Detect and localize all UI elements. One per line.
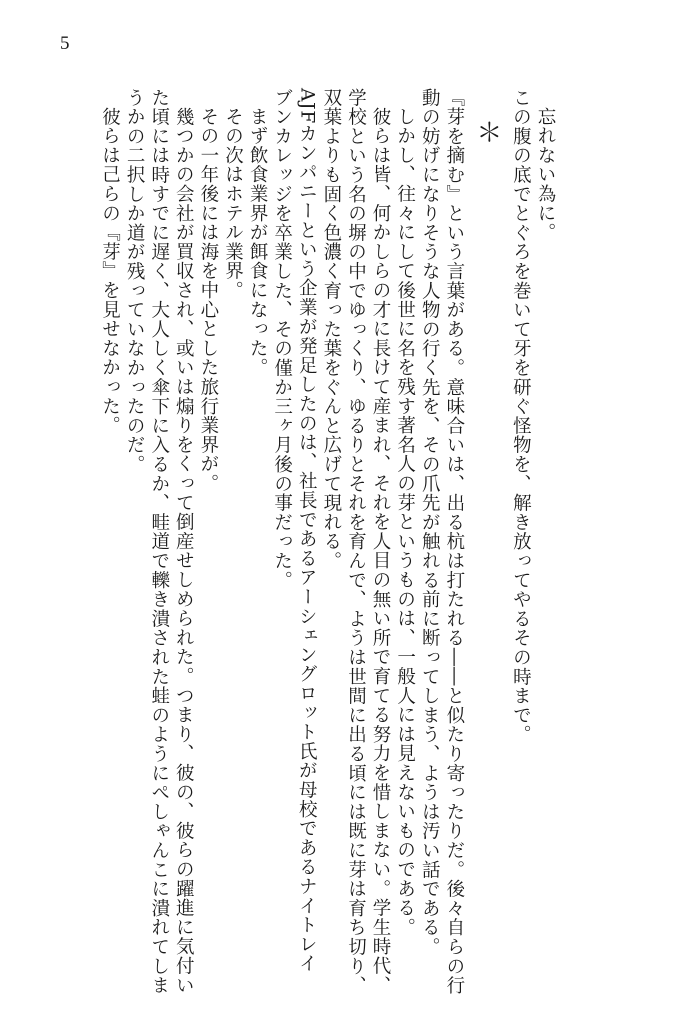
text-line: 双葉よりも固く色濃く育った葉をぐんと広げて現れる。 xyxy=(320,88,342,571)
text-line: た頃には時すでに遅く、大人しく傘下に入るか、畦道で轢き潰された蛙のようにぺしゃんこに潰れてしま xyxy=(148,88,170,996)
text-line: 動の妨げになりそうな人物の行く先を、その爪先が触れる前に断ってしまう、ようは汚い話である。 xyxy=(419,88,441,957)
vertical-text-body xyxy=(77,88,557,996)
text-line: その一年後には海を中心とした旅行業界が。 xyxy=(197,106,219,493)
text-line: この腹の底でとぐろを巻いて牙を研ぐ怪物を、解き放ってやるその時まで。 xyxy=(510,88,532,745)
text-line: まず飲食業界が餌食になった。 xyxy=(247,106,269,377)
text-line: うかの二択しか道が残っていなかったのだ。 xyxy=(124,88,146,474)
text-line: 『芽を摘む』という言葉がある。意味合いは、出る杭は打たれる――と似たり寄ったりだ。後々自らの行 xyxy=(443,88,465,996)
text-line: ブンカレッジを卒業した、その僅か三ヶ月後の事だった。 xyxy=(271,88,293,590)
text-line: AJFカンパニーという企業が発足したのは、社長であるアーシェングロット氏が母校であるナイトレイ xyxy=(296,88,318,974)
text-line: 学校という名の塀の中でゆっくり、ゆるりとそれを育んで、ようは世間に出る頃には既に芽は育ち切り、 xyxy=(345,88,367,996)
section-separator: ＊ xyxy=(471,119,502,146)
text-line: 彼らは己らの『芽』を見せなかった。 xyxy=(99,106,121,435)
text-line: その次はホテル業界。 xyxy=(222,106,244,300)
text-line: 忘れない為に。 xyxy=(535,106,556,242)
text-line: 彼らは皆、何かしらの才に長けて産まれ、それを人目の無い所で育てる努力を惜しまない。学生時代、 xyxy=(370,106,392,995)
page-number: 5 xyxy=(60,33,70,54)
text-line: しかし、往々にして後世に名を残す著名人の芽というものは、一般人には見えないものである。 xyxy=(394,106,416,937)
text-line: 幾つかの会社が買収され、或いは煽りをくって倒産せしめられた。つまり、彼の、彼らの躍進に気付い xyxy=(173,106,195,995)
